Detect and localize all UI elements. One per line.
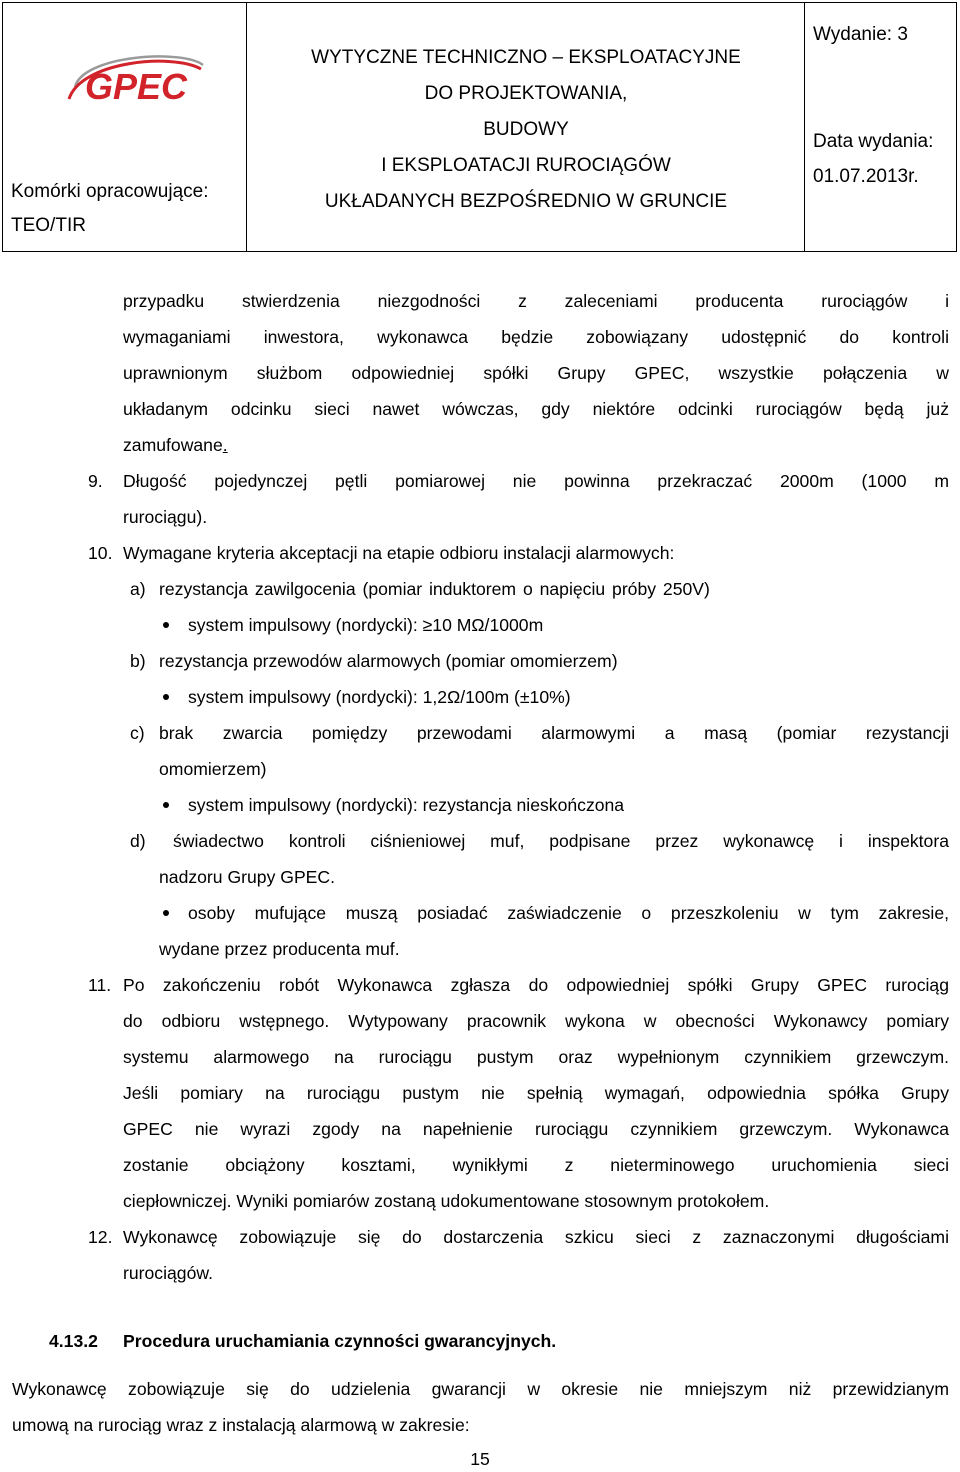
list-number: 9. (88, 471, 103, 491)
date-value: 01.07.2013r. (813, 166, 919, 187)
body-line: układanym odcinku sieci nawet wówczas, gdy niektóre odcinki rurociągów będą już (123, 399, 949, 419)
body-line-last (123, 427, 228, 463)
body-line: rurociągu). (123, 507, 208, 527)
body-line: wymaganiami inwestora, wykonawca będzie zobowiązany udostępnić do kontroli (123, 327, 949, 347)
sublist-label: c) (130, 723, 145, 743)
page-number: 15 (470, 1449, 490, 1469)
body-line: Wykonawcę zobowiązuje się do dostarczenia szkicu sieci z zaznaczonymi długościami (123, 1227, 949, 1247)
units-value: TEO/TIR (11, 215, 86, 236)
body-line: GPEC nie wyrazi zgody na napełnienie rurociągu czynnikiem grzewczym. Wykonawca (123, 1119, 949, 1139)
title-line: UKŁADANYCH BEZPOŚREDNIO W GRUNCIE (324, 191, 728, 212)
body-line: Jeśli pomiary na rurociągu pustym nie spełnią wymagań, odpowiednia spółka Grupy (123, 1083, 949, 1103)
bullet-text: osoby mufujące muszą posiadać zaświadczenie o przeszkoleniu w tym zakresie, (188, 903, 949, 923)
bullet-text: system impulsowy (nordycki): rezystancja nieskończona (188, 795, 625, 815)
body-line: rurociągów. (123, 1263, 213, 1283)
header-left-cell (3, 3, 247, 251)
bullet-text: wydane przez producenta muf. (159, 939, 400, 959)
body-line: Po zakończeniu robót Wykonawca zgłasza do odpowiedniej spółki Grupy GPEC rurociąg (123, 975, 949, 995)
sublist-label: b) (130, 651, 146, 671)
body-line: zostanie obciążony kosztami, wynikłymi z nieterminowego uruchomienia sieci (123, 1155, 949, 1175)
gpec-logo (63, 47, 213, 117)
sublist-label: d) (130, 831, 146, 851)
title-line: WYTYCZNE TECHNICZNO – EKSPLOATACYJNE (311, 47, 741, 68)
sublist-label: a) (130, 579, 146, 599)
body-line: Wykonawcę zobowiązuje się do udzielenia gwarancji w okresie nie mniejszym niż przewidzianym (12, 1379, 949, 1399)
title-line: I EKSPLOATACJI RUROCIĄGÓW (381, 155, 671, 176)
body-text: zamufowane (123, 435, 223, 455)
body-text-underlined: . (222, 435, 228, 455)
bullet-text: system impulsowy (nordycki): ≥10 MΩ/1000m (188, 615, 544, 635)
bullet-text: system impulsowy (nordycki): 1,2Ω/100m (±10%) (188, 687, 571, 707)
title-line: BUDOWY (483, 119, 569, 140)
body-line: brak zwarcia pomiędzy przewodami alarmowymi a masą (pomiar rezystancji (159, 723, 949, 743)
list-number: 10. (88, 543, 113, 563)
body-line: rezystancja zawilgocenia (pomiar induktorem o napięciu próby 250V) (159, 579, 710, 599)
body-line: omomierzem) (159, 759, 267, 779)
document-title (247, 40, 805, 220)
body-line: Długość pojedynczej pętli pomiarowej nie powinna przekraczać 2000m (1000 m (123, 471, 949, 491)
body-line: systemu alarmowego na rurociągu pustym oraz wypełnionym czynnikiem grzewczym. (123, 1047, 949, 1067)
title-line: DO PROJEKTOWANIA, (424, 83, 628, 104)
body-line: świadectwo kontroli ciśnieniowej muf, podpisane przez wykonawcę i inspektora (173, 831, 949, 851)
body-line: umową na rurociąg wraz z instalacją alarmową w zakresie: (12, 1415, 470, 1435)
body-line: do odbioru wstępnego. Wytypowany pracownik wykona w obecności Wykonawcy pomiary (123, 1011, 949, 1031)
body-line: Wymagane kryteria akceptacji na etapie odbioru instalacji alarmowych: (123, 543, 675, 563)
header-right-cell (805, 3, 958, 251)
list-number: 12. (88, 1227, 113, 1247)
logo-text: GPEC (85, 66, 188, 107)
section-number: 4.13.2 (49, 1331, 98, 1351)
header-title-cell (247, 3, 805, 251)
body-line: ciepłowniczej. Wyniki pomiarów zostaną udokumentowane stosownym protokołem. (123, 1191, 770, 1211)
document-header (2, 2, 957, 252)
section-title: Procedura uruchamiania czynności gwarancyjnych. (123, 1331, 557, 1351)
bullet-icon (163, 802, 169, 808)
body-line: nadzoru Grupy GPEC. (159, 867, 336, 887)
bullet-icon (163, 622, 169, 628)
date-label: Data wydania: (813, 131, 934, 152)
bullet-icon (163, 694, 169, 700)
units-label: Komórki opracowujące: (11, 181, 209, 202)
body-line: rezystancja przewodów alarmowych (pomiar omomierzem) (159, 651, 618, 671)
edition-number: Wydanie: 3 (813, 24, 908, 45)
body-line: uprawnionym służbom odpowiedniej spółki Grupy GPEC, wszystkie połączenia w (123, 363, 949, 383)
list-number: 11. (88, 975, 112, 995)
body-line: przypadku stwierdzenia niezgodności z zaleceniami producenta rurociągów i (123, 291, 949, 311)
bullet-icon (163, 910, 169, 916)
